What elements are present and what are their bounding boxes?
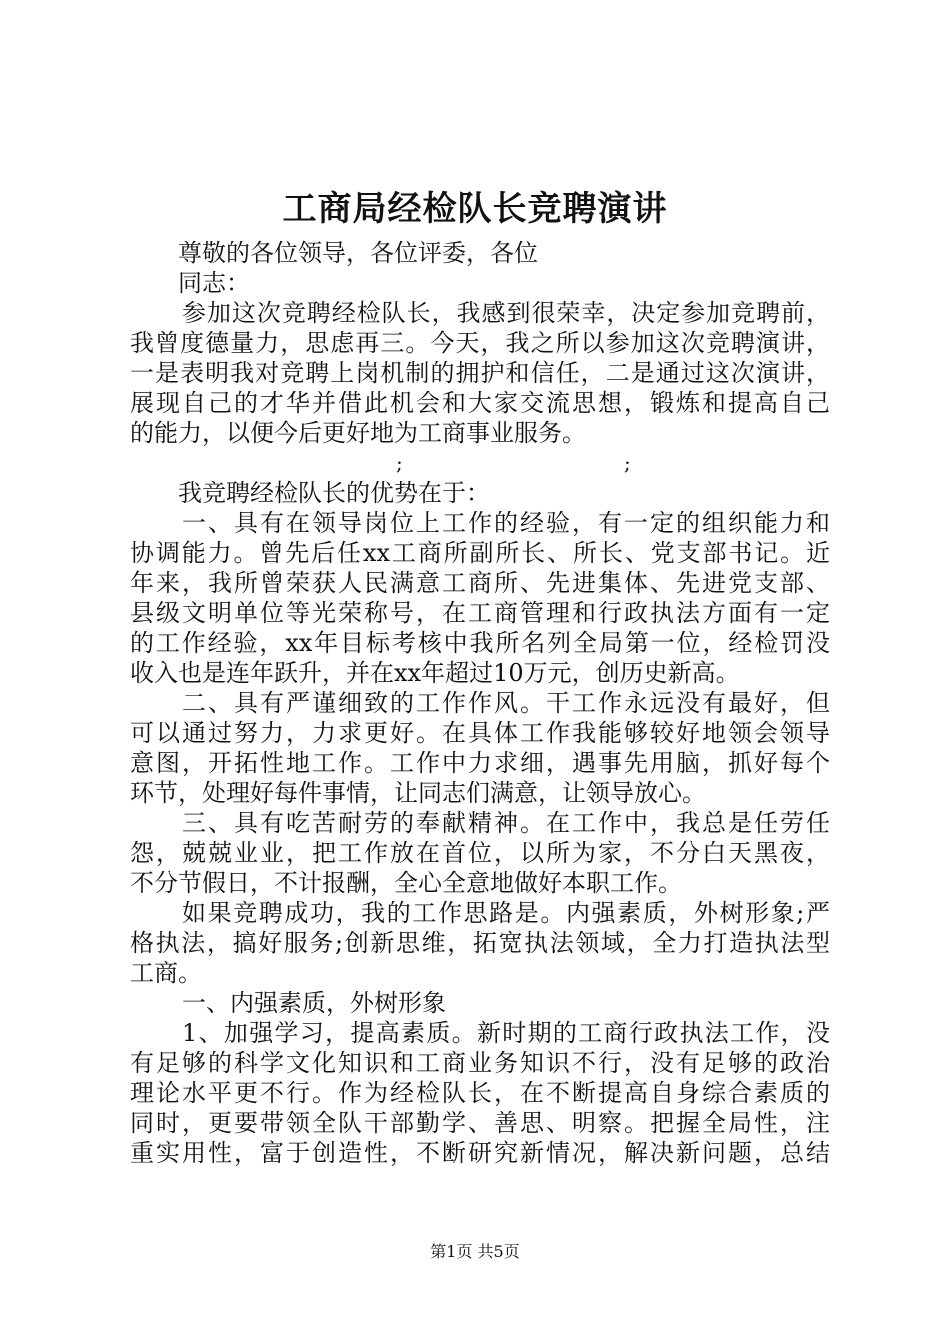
salutation-line: 同志：	[178, 269, 250, 297]
paragraph-line: 怨，兢兢业业，把工作放在首位，以所为家，不分白天黑夜，	[130, 839, 830, 867]
paragraph-line: 重实用性，富于创造性，不断研究新情况，解决新问题，总结	[130, 1139, 830, 1167]
paragraph-line: 一是表明我对竞聘上岗机制的拥护和信任，二是通过这次演讲，	[130, 359, 830, 387]
semicolon-mark: ;	[396, 451, 403, 475]
paragraph-line: 意图，开拓性地工作。工作中力求细，遇事先用脑，抓好每个	[130, 749, 830, 777]
paragraph-line: 1、加强学习，提高素质。新时期的工商行政执法工作，没	[182, 1019, 830, 1047]
paragraph-line: 的能力，以便今后更好地为工商事业服务。	[130, 419, 586, 447]
paragraph-line: 二、具有严谨细致的工作作风。干工作永远没有最好，但	[182, 689, 830, 717]
paragraph-line: 协调能力。曾先后任xx工商所副所长、所长、党支部书记。近	[130, 539, 830, 567]
paragraph-line: 同时，更要带领全队干部勤学、善思、明察。把握全局性，注	[130, 1109, 830, 1137]
paragraph-line: 的工作经验，xx年目标考核中我所名列全局第一位，经检罚没	[130, 629, 830, 657]
paragraph-line: 如果竞聘成功，我的工作思路是。内强素质，外树形象;严	[182, 899, 830, 927]
document-title: 工商局经检队长竞聘演讲	[282, 189, 668, 229]
paragraph-line: 我曾度德量力，思虑再三。今天，我之所以参加这次竞聘演讲，	[130, 329, 830, 357]
paragraph-line: 展现自己的才华并借此机会和大家交流思想，锻炼和提高自己	[130, 389, 830, 417]
salutation-line: 尊敬的各位领导，各位评委，各位	[178, 239, 538, 267]
semicolon-marks	[130, 448, 830, 478]
document-body	[130, 238, 830, 1168]
paragraph-line: 县级文明单位等光荣称号，在工商管理和行政执法方面有一定	[130, 599, 830, 627]
paragraph-line: 环节，处理好每件事情，让同志们满意，让领导放心。	[130, 779, 706, 807]
paragraph-line: 不分节假日，不计报酬，全心全意地做好本职工作。	[130, 869, 682, 897]
paragraph-line: 年来，我所曾荣获人民满意工商所、先进集体、先进党支部、	[130, 569, 830, 597]
page-number-footer: 第1页 共5页	[430, 1242, 520, 1261]
paragraph-line: 格执法，搞好服务;创新思维，拓宽执法领域，全力打造执法型	[130, 929, 830, 957]
paragraph-line: 一、具有在领导岗位上工作的经验，有一定的组织能力和	[182, 509, 830, 537]
paragraph-line: 我竞聘经检队长的优势在于：	[178, 479, 490, 507]
paragraph-line: 工商。	[130, 959, 202, 987]
paragraph-line: 三、具有吃苦耐劳的奉献精神。在工作中，我总是任劳任	[182, 809, 830, 837]
paragraph-line: 理论水平更不行。作为经检队长，在不断提高自身综合素质的	[130, 1079, 830, 1107]
semicolon-mark: ;	[624, 451, 631, 475]
paragraph-line: 有足够的科学文化知识和工商业务知识不行，没有足够的政治	[130, 1049, 830, 1077]
paragraph-line: 可以通过努力，力求更好。在具体工作我能够较好地领会领导	[130, 719, 830, 747]
paragraph-line: 收入也是连年跃升，并在xx年超过10万元，创历史新高。	[130, 659, 740, 687]
section-heading: 一、内强素质，外树形象	[182, 989, 446, 1017]
paragraph-line: 参加这次竞聘经检队长，我感到很荣幸，决定参加竞聘前，	[182, 299, 830, 327]
